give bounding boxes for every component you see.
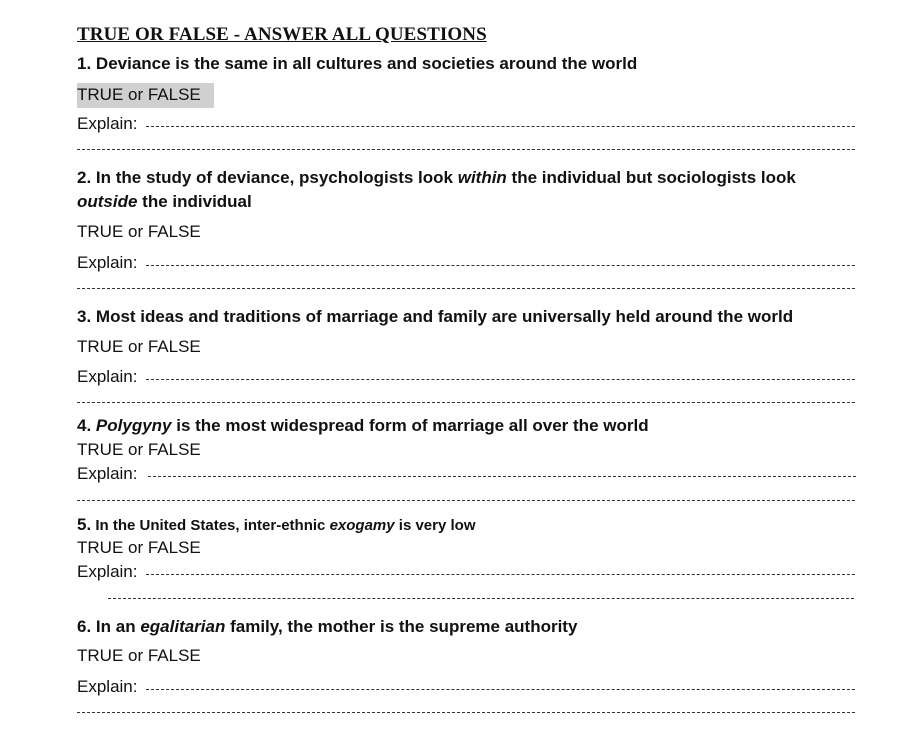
explain-label-4: Explain: (77, 464, 138, 483)
answer-line[interactable] (146, 574, 855, 575)
question-text: is the most widespread form of marriage all over the world (171, 416, 649, 435)
answer-line[interactable] (77, 500, 855, 501)
question-2 (77, 168, 796, 188)
answer-line[interactable] (146, 689, 855, 690)
answer-line[interactable] (77, 149, 855, 150)
question-text: is very low (394, 517, 476, 534)
question-number: 2. (77, 168, 92, 187)
question-emphasis: Polygyny (95, 416, 172, 435)
question-text: In an (95, 617, 141, 636)
question-5 (77, 515, 475, 535)
question-4 (77, 416, 649, 436)
question-text: In the United States, inter-ethnic (95, 517, 330, 534)
question-text: the individual (137, 192, 252, 211)
answer-choice-4[interactable]: TRUE or FALSE (77, 440, 201, 459)
explain-label-6: Explain: (77, 677, 138, 696)
answer-line[interactable] (148, 476, 856, 477)
answer-line[interactable] (146, 265, 855, 266)
answer-line[interactable] (77, 288, 855, 289)
answer-choice-5[interactable]: TRUE or FALSE (77, 538, 201, 557)
question-2-continued (77, 192, 252, 212)
question-text: Deviance is the same in all cultures and societies around the world (95, 54, 638, 73)
question-number: 1. (77, 54, 92, 73)
question-1 (77, 54, 637, 74)
question-number: 6. (77, 617, 92, 636)
page-title: TRUE OR FALSE - ANSWER ALL QUESTIONS (77, 24, 487, 45)
question-number: 5. (77, 515, 92, 534)
explain-label-3: Explain: (77, 367, 138, 386)
answer-line[interactable] (77, 712, 855, 713)
question-number: 4. (77, 416, 92, 435)
answer-choice-2[interactable]: TRUE or FALSE (77, 222, 201, 241)
question-emphasis: outside (77, 192, 138, 211)
answer-line[interactable] (146, 126, 855, 127)
question-number: 3. (77, 307, 92, 326)
question-3 (77, 307, 793, 327)
explain-label-2: Explain: (77, 253, 138, 272)
question-emphasis: within (457, 168, 507, 187)
question-6 (77, 617, 577, 637)
question-emphasis: exogamy (329, 517, 395, 534)
question-text: the individual but sociologists look (506, 168, 796, 187)
explain-label-1: Explain: (77, 114, 138, 133)
answer-choice-1[interactable]: TRUE or FALSE (77, 83, 214, 108)
explain-label-5: Explain: (77, 562, 138, 581)
question-text: Most ideas and traditions of marriage and family are universally held around the world (95, 307, 794, 326)
question-emphasis: egalitarian (140, 617, 226, 636)
answer-line[interactable] (77, 402, 855, 403)
question-text: family, the mother is the supreme authority (225, 617, 578, 636)
answer-choice-6[interactable]: TRUE or FALSE (77, 646, 201, 665)
question-text: In the study of deviance, psychologists look (95, 168, 458, 187)
answer-line[interactable] (146, 379, 855, 380)
answer-choice-3[interactable]: TRUE or FALSE (77, 337, 201, 356)
answer-line[interactable] (108, 598, 854, 599)
